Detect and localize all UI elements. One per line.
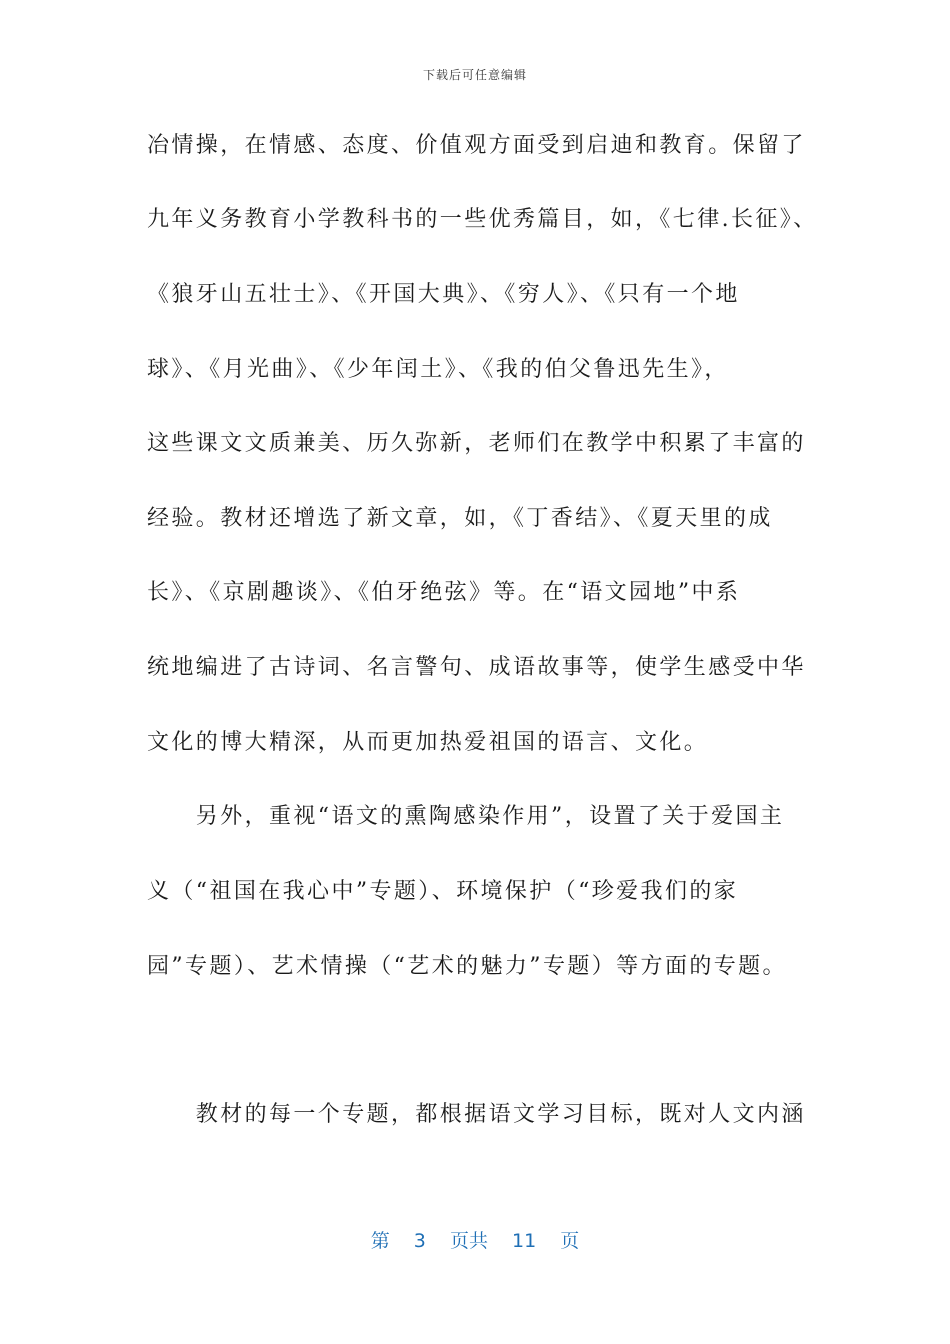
body-line-9: 文化的博大精深，从而更加热爱祖国的语言、文化。 (147, 730, 709, 755)
footer-total-pages: 11 (512, 1230, 537, 1252)
footer-suffix: 页 (560, 1230, 580, 1252)
body-line-4: 球》、《月光曲》、《少年闰土》、《我的伯父鲁迅先生》， (147, 357, 729, 382)
body-line-2: 九年义务教育小学教科书的一些优秀篇目，如，《七律.长征》、 (147, 207, 818, 232)
page-footer (0, 1226, 950, 1253)
body-line-10: 另外，重视“语文的熏陶感染作用”，设置了关于爱国主 (147, 804, 785, 829)
body-line-1: 冶情操，在情感、态度、价值观方面受到启迪和教育。保留了 (147, 133, 806, 158)
page-header: 下载后可任意编辑 (422, 68, 527, 82)
body-line-12: 园”专题）、艺术情操（“艺术的魅力”专题）等方面的专题。 (147, 954, 787, 979)
body-line-5: 这些课文文质兼美、历久弥新，老师们在教学中积累了丰富的 (147, 431, 806, 456)
body-line-11: 义（“祖国在我心中”专题）、环境保护（“珍爱我们的家 (147, 879, 739, 904)
footer-prefix: 第 (370, 1230, 390, 1252)
footer-page-number: 3 (413, 1230, 426, 1252)
footer-middle: 页共 (449, 1230, 488, 1252)
body-line-8: 统地编进了古诗词、名言警句、成语故事等，使学生感受中华 (147, 655, 806, 680)
body-line-7: 长》、《京剧趣谈》、《伯牙绝弦》等。在“语文园地”中系 (147, 580, 741, 605)
body-line-13: 教材的每一个专题，都根据语文学习目标，既对人文内涵 (147, 1102, 806, 1127)
body-line-3: 《狼牙山五壮士》、《开国大典》、《穷人》、《只有一个地 (147, 282, 740, 307)
body-line-6: 经验。教材还增选了新文章，如，《丁香结》、《夏天里的成 (147, 506, 773, 531)
